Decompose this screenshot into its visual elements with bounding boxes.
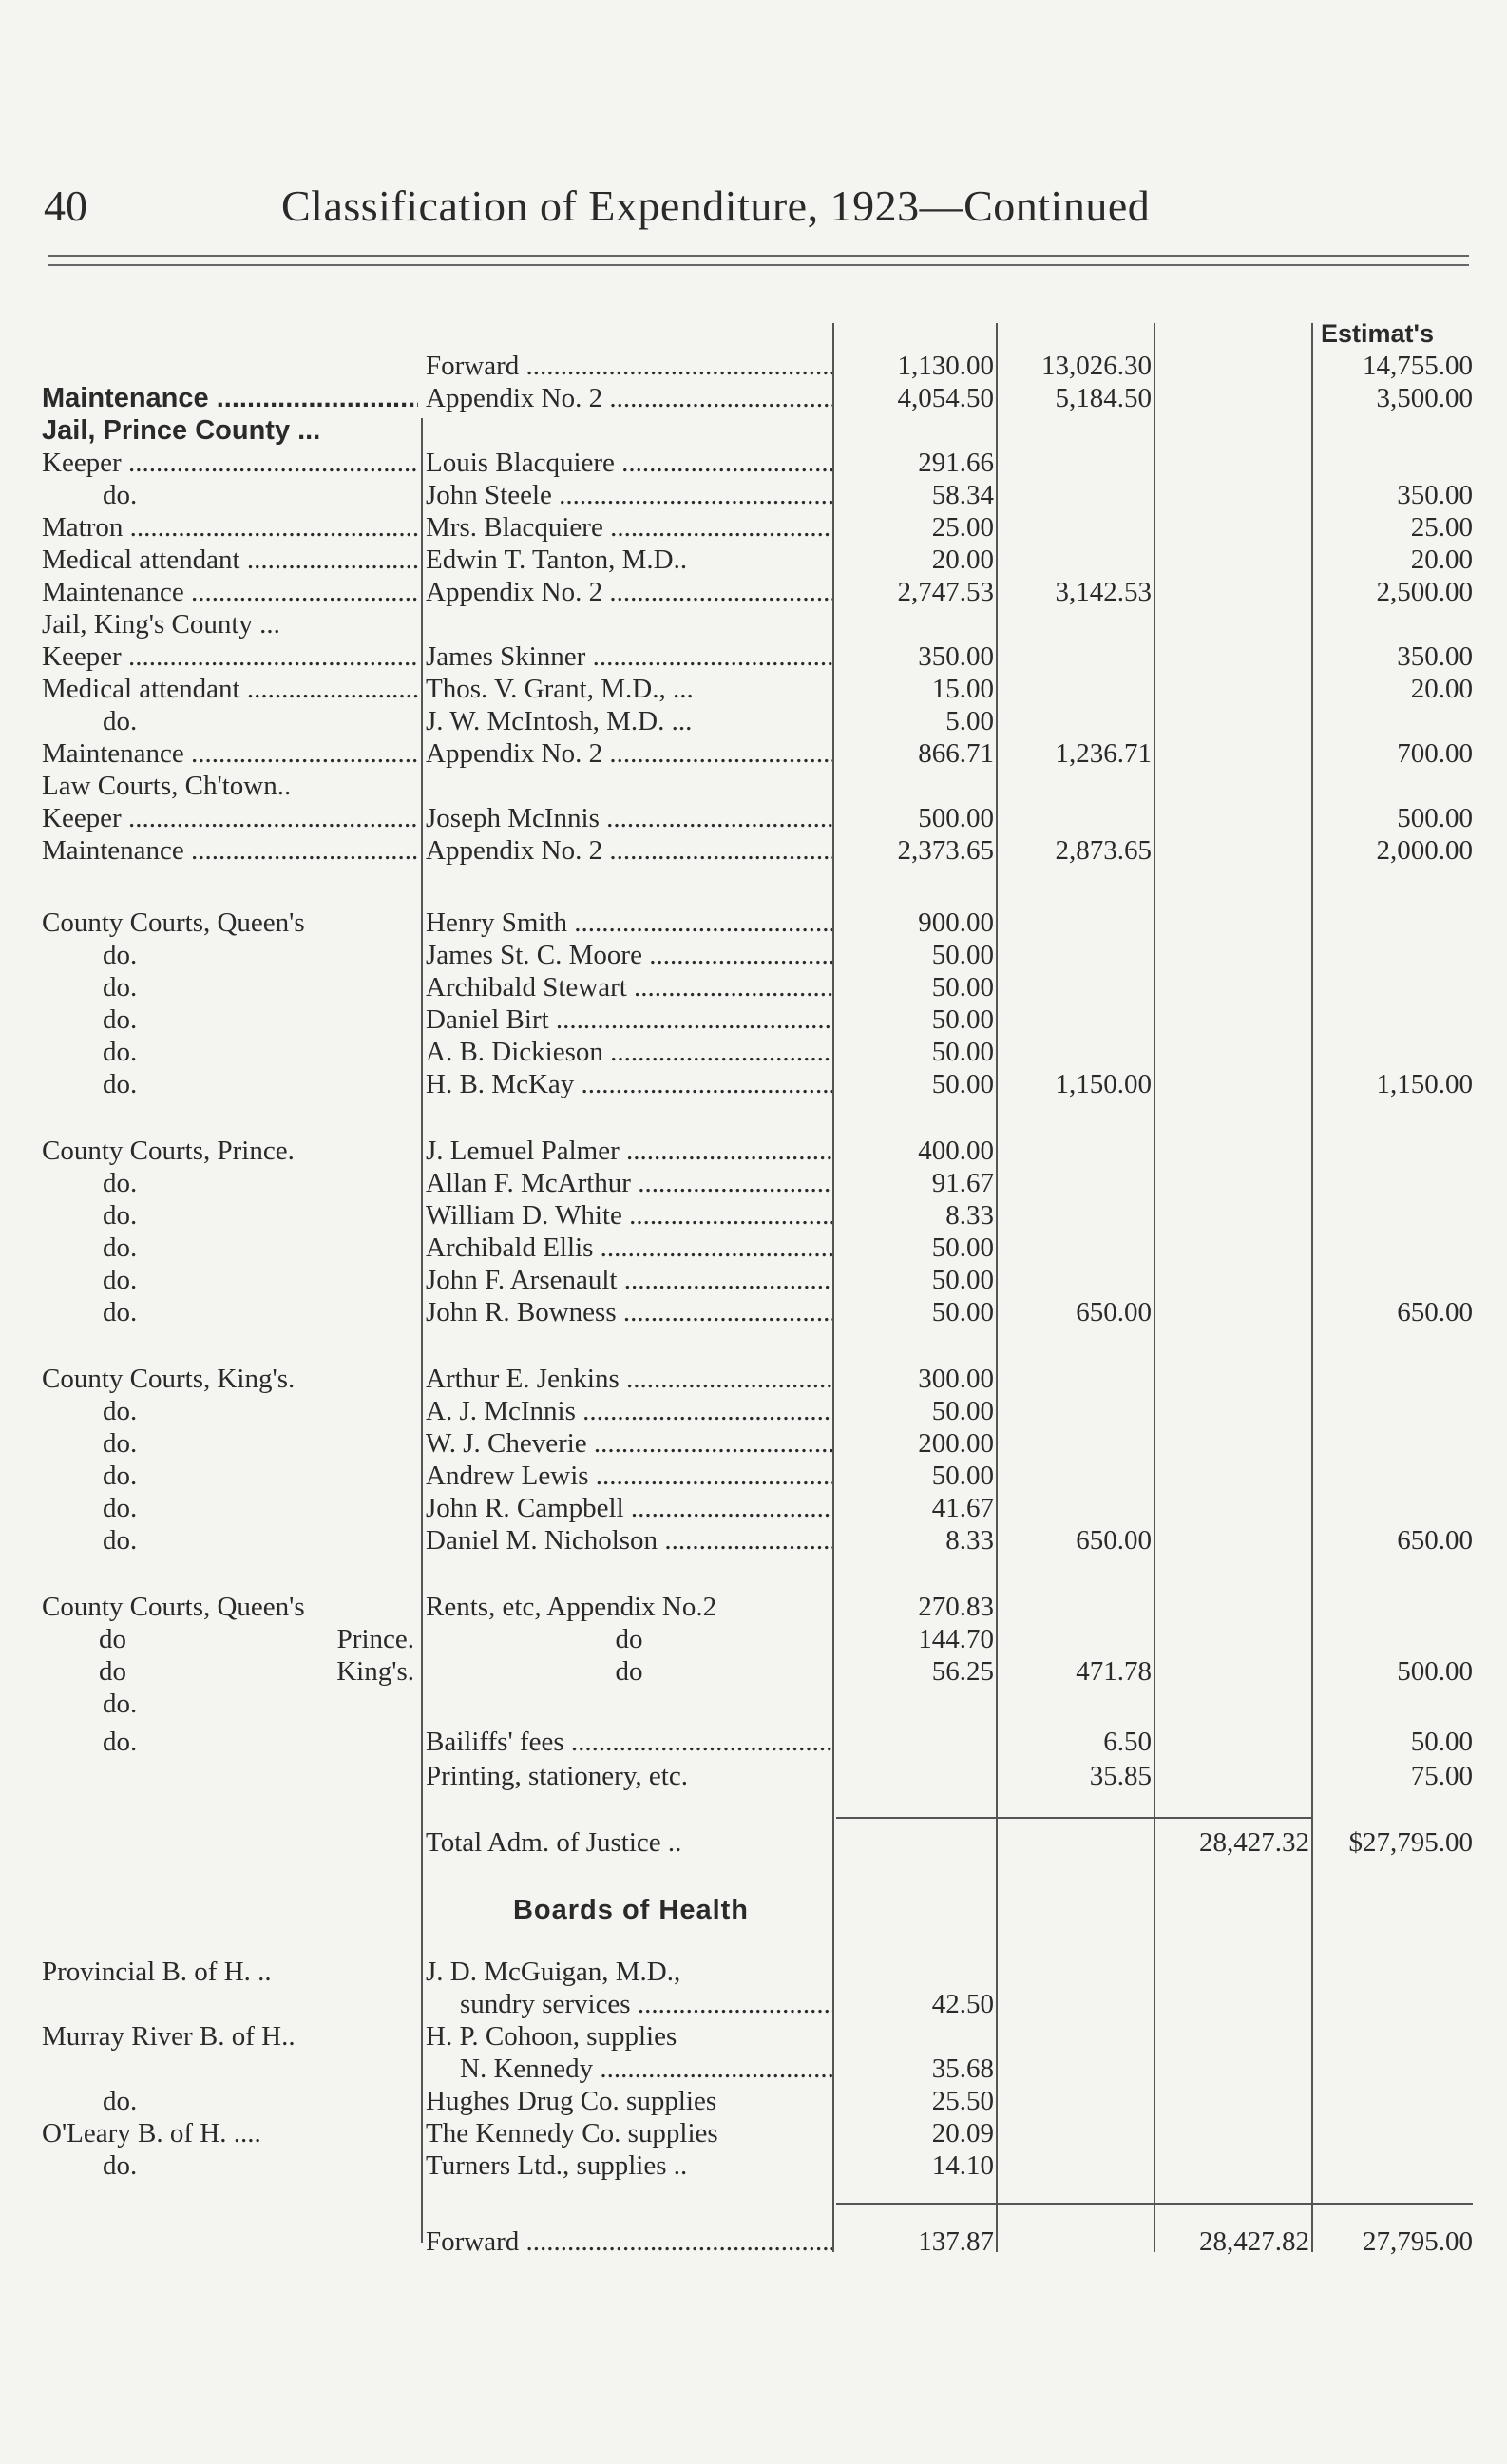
- row-amount-detail: 866.71: [918, 738, 994, 769]
- row-description: Forward .....: [426, 2225, 832, 2258]
- row-amount-detail: 8.33: [945, 1200, 994, 1231]
- row-label: do.: [103, 1396, 138, 1426]
- row-description: Andrew Lewis .....: [426, 1460, 832, 1492]
- header-rule-bottom: [48, 264, 1469, 266]
- row-estimate: 500.00: [1397, 803, 1473, 833]
- row-amount-detail: 50.00: [931, 940, 994, 970]
- row-amount-subtotal: 13,026.30: [1041, 351, 1152, 381]
- row-label: Keeper .....: [42, 802, 418, 834]
- row-amount-detail: 20.00: [931, 544, 994, 575]
- row-description: A. B. Dickieson .....: [426, 1036, 832, 1068]
- row-amount-detail: 5.00: [945, 706, 994, 736]
- row-description: do: [615, 1656, 643, 1687]
- row-label: Jail, King's County ...: [42, 609, 280, 640]
- page-number: 40: [44, 181, 87, 230]
- row-estimate: 25.00: [1410, 512, 1473, 543]
- row-label: Medical attendant .....: [42, 673, 418, 705]
- row-amount-detail: 400.00: [918, 1136, 994, 1166]
- row-label: do.: [103, 1461, 138, 1491]
- row-estimate: 500.00: [1397, 1656, 1473, 1687]
- row-label: do.: [103, 1004, 138, 1035]
- row-description: J. D. McGuigan, M.D.,: [426, 1957, 681, 1987]
- row-description: Archibald Stewart .....: [426, 971, 832, 1003]
- row-estimate: 3,500.00: [1376, 383, 1473, 413]
- row-amount-detail: 50.00: [931, 1069, 994, 1099]
- row-description: William D. White .....: [426, 1199, 832, 1232]
- row-description: J. Lemuel Palmer .....: [426, 1135, 832, 1167]
- row-label: do.: [103, 706, 138, 736]
- row-label: do.: [103, 480, 138, 510]
- row-amount-detail: 50.00: [931, 1461, 994, 1491]
- row-amount-detail: 300.00: [918, 1364, 994, 1394]
- row-label: do.: [103, 1069, 138, 1099]
- row-amount-detail: 25.00: [931, 512, 994, 543]
- row-description: J. W. McIntosh, M.D. ...: [426, 706, 693, 736]
- row-description: A. J. McInnis .....: [426, 1395, 832, 1427]
- row-label: do.: [103, 1493, 138, 1523]
- row-amount-detail: 200.00: [918, 1428, 994, 1459]
- row-label: County Courts, Queen's: [42, 907, 305, 938]
- row-amount-detail: 20.09: [931, 2118, 994, 2149]
- row-description: Appendix No. 2 .....: [426, 382, 832, 414]
- row-estimate: 650.00: [1397, 1525, 1473, 1556]
- row-description: Printing, stationery, etc.: [426, 1761, 688, 1791]
- row-label: County Courts, Prince.: [42, 1136, 295, 1166]
- row-amount-detail: 41.67: [931, 1493, 994, 1523]
- row-label: do.: [103, 2150, 138, 2181]
- row-label-secondary: King's.: [336, 1656, 414, 1687]
- row-label: Matron .....: [42, 511, 418, 544]
- row-amount-detail: 1,130.00: [897, 351, 994, 381]
- row-amount-detail: 350.00: [918, 641, 994, 672]
- row-estimate: 700.00: [1397, 738, 1473, 769]
- row-description: N. Kennedy .....: [426, 2053, 832, 2085]
- row-amount-detail: 58.34: [931, 480, 994, 510]
- header-rule-top: [48, 255, 1469, 257]
- row-label: do: [99, 1624, 126, 1654]
- column-rule-desc: [421, 418, 423, 2243]
- row-amount-detail: 2,373.65: [897, 835, 994, 866]
- row-description: Turners Ltd., supplies ..: [426, 2150, 688, 2181]
- row-amount-subtotal: 5,184.50: [1055, 383, 1152, 413]
- row-amount-detail: 500.00: [918, 803, 994, 833]
- column-rule-c4: [1311, 323, 1313, 2252]
- row-description: Edwin T. Tanton, M.D..: [426, 544, 688, 575]
- row-amount-detail: 8.33: [945, 1525, 994, 1556]
- row-description: James St. C. Moore .....: [426, 939, 832, 971]
- row-amount-detail: 91.67: [931, 1168, 994, 1198]
- row-amount-detail: 14.10: [931, 2150, 994, 2181]
- row-description: Louis Blacquiere .....: [426, 447, 832, 479]
- row-label: do.: [103, 1689, 138, 1719]
- row-estimate: 2,000.00: [1376, 835, 1473, 866]
- row-amount-subtotal: 6.50: [1103, 1727, 1152, 1757]
- row-label: do.: [103, 940, 138, 970]
- row-label: Keeper .....: [42, 447, 418, 479]
- row-amount-subtotal: 1,236.71: [1055, 738, 1152, 769]
- row-amount-detail: 50.00: [931, 1037, 994, 1067]
- row-label: do.: [103, 1727, 138, 1757]
- total-rule: [836, 1817, 1311, 1819]
- row-description: Arthur E. Jenkins .....: [426, 1363, 832, 1395]
- row-label: Medical attendant .....: [42, 544, 418, 576]
- row-description: Mrs. Blacquiere .....: [426, 511, 832, 544]
- row-label: do.: [103, 1428, 138, 1459]
- row-estimate: 1,150.00: [1376, 1069, 1473, 1099]
- page-title: Classification of Expenditure, 1923—Continued: [281, 181, 1151, 230]
- row-estimate: 350.00: [1397, 641, 1473, 672]
- row-estimate: 350.00: [1397, 480, 1473, 510]
- row-amount-subtotal: 3,142.53: [1055, 577, 1152, 607]
- row-amount-detail: 50.00: [931, 972, 994, 1003]
- row-amount-detail: 15.00: [931, 674, 994, 704]
- row-amount-detail: 50.00: [931, 1004, 994, 1035]
- row-description: sundry services .....: [426, 1988, 832, 2020]
- row-description: H. P. Cohoon, supplies: [426, 2021, 677, 2052]
- row-amount-subtotal: 650.00: [1076, 1525, 1152, 1556]
- row-label: County Courts, King's.: [42, 1364, 296, 1394]
- row-description: Forward .....: [426, 350, 832, 382]
- row-label: do.: [103, 1232, 138, 1263]
- row-label: Maintenance .....: [42, 834, 418, 867]
- row-description: W. J. Cheverie .....: [426, 1427, 832, 1460]
- row-estimate: 75.00: [1410, 1761, 1473, 1791]
- row-label: O'Leary B. of H. ....: [42, 2118, 261, 2149]
- row-amount-detail: 25.50: [931, 2086, 994, 2116]
- row-label: do.: [103, 1200, 138, 1231]
- column-rule-c3: [1154, 323, 1155, 2252]
- row-description: Appendix No. 2 .....: [426, 576, 832, 608]
- row-label: do.: [103, 1265, 138, 1295]
- row-estimate: 14,755.00: [1363, 351, 1473, 381]
- row-amount-detail: 144.70: [918, 1624, 994, 1654]
- row-label: do.: [103, 2086, 138, 2116]
- row-amount-subtotal: 2,873.65: [1055, 835, 1152, 866]
- row-description: Henry Smith .....: [426, 907, 832, 939]
- estimates-column-header: Estimat's: [1321, 319, 1434, 348]
- row-estimate: 650.00: [1397, 1297, 1473, 1328]
- row-amount-subtotal: 471.78: [1076, 1656, 1152, 1687]
- row-label: do.: [103, 1037, 138, 1067]
- row-label: do.: [103, 972, 138, 1003]
- row-estimate: 50.00: [1410, 1727, 1473, 1757]
- row-description: do: [615, 1624, 643, 1654]
- row-description: Bailiffs' fees .....: [426, 1726, 832, 1758]
- row-description: James Skinner .....: [426, 640, 832, 673]
- row-estimate: 20.00: [1410, 674, 1473, 704]
- row-amount-detail: 900.00: [918, 907, 994, 938]
- row-description: John Steele .....: [426, 479, 832, 511]
- row-description: Daniel M. Nicholson .....: [426, 1524, 832, 1557]
- row-amount-detail: 137.87: [918, 2226, 994, 2257]
- column-rule-c2: [996, 323, 998, 2252]
- row-description: The Kennedy Co. supplies: [426, 2118, 718, 2149]
- row-label-secondary: Prince.: [336, 1624, 414, 1654]
- forward-rule: [836, 2203, 1473, 2205]
- row-amount-total: 28,427.32: [1199, 1827, 1309, 1858]
- row-amount-detail: 42.50: [931, 1989, 994, 2019]
- row-amount-subtotal: 35.85: [1089, 1761, 1152, 1791]
- row-amount-detail: 50.00: [931, 1297, 994, 1328]
- row-amount-detail: 35.68: [931, 2053, 994, 2084]
- row-label: Maintenance .....: [42, 576, 418, 608]
- row-label: do.: [103, 1168, 138, 1198]
- row-description: Appendix No. 2 .....: [426, 834, 832, 867]
- row-amount-detail: 50.00: [931, 1396, 994, 1426]
- row-amount-detail: 4,054.50: [897, 383, 994, 413]
- row-label: Maintenance .....: [42, 737, 418, 770]
- row-label: Jail, Prince County ...: [42, 415, 321, 446]
- row-label: Provincial B. of H. ..: [42, 1957, 272, 1987]
- row-amount-subtotal: 650.00: [1076, 1297, 1152, 1328]
- row-label: Murray River B. of H..: [42, 2021, 296, 2052]
- row-description: Total Adm. of Justice ..: [426, 1827, 682, 1858]
- section-heading-boards-of-health: Boards of Health: [512, 1895, 750, 1925]
- row-label: Keeper .....: [42, 640, 418, 673]
- row-label: do.: [103, 1525, 138, 1556]
- row-description: H. B. McKay .....: [426, 1068, 832, 1100]
- row-description: John F. Arsenault .....: [426, 1264, 832, 1296]
- row-description: Allan F. McArthur .....: [426, 1167, 832, 1199]
- row-description: Appendix No. 2 .....: [426, 737, 832, 770]
- column-rule-c1: [832, 323, 834, 2252]
- row-label: do.: [103, 1297, 138, 1328]
- row-amount-detail: 270.83: [918, 1592, 994, 1622]
- row-description: Hughes Drug Co. supplies: [426, 2086, 717, 2116]
- row-estimate: 27,795.00: [1363, 2226, 1473, 2257]
- row-description: Archibald Ellis .....: [426, 1232, 832, 1264]
- row-label: County Courts, Queen's: [42, 1592, 305, 1622]
- row-description: Rents, etc, Appendix No.2: [426, 1592, 717, 1622]
- row-amount-subtotal: 1,150.00: [1055, 1069, 1152, 1099]
- row-amount-detail: 50.00: [931, 1232, 994, 1263]
- row-description: Daniel Birt .....: [426, 1003, 832, 1036]
- row-description: John R. Bowness .....: [426, 1296, 832, 1328]
- row-estimate: 20.00: [1410, 544, 1473, 575]
- row-amount-detail: 291.66: [918, 448, 994, 478]
- row-amount-detail: 50.00: [931, 1265, 994, 1295]
- row-label: do: [99, 1656, 126, 1687]
- row-description: John R. Campbell .....: [426, 1492, 832, 1524]
- row-description: Thos. V. Grant, M.D., ...: [426, 674, 694, 704]
- row-description: Joseph McInnis .....: [426, 802, 832, 834]
- row-amount-detail: 2,747.53: [897, 577, 994, 607]
- row-label: Maintenance .....: [42, 382, 418, 414]
- row-label: Law Courts, Ch'town..: [42, 771, 292, 801]
- row-estimate: 2,500.00: [1376, 577, 1473, 607]
- row-amount-detail: 56.25: [931, 1656, 994, 1687]
- row-estimate: $27,795.00: [1348, 1827, 1473, 1858]
- row-amount-total: 28,427.82: [1199, 2226, 1309, 2257]
